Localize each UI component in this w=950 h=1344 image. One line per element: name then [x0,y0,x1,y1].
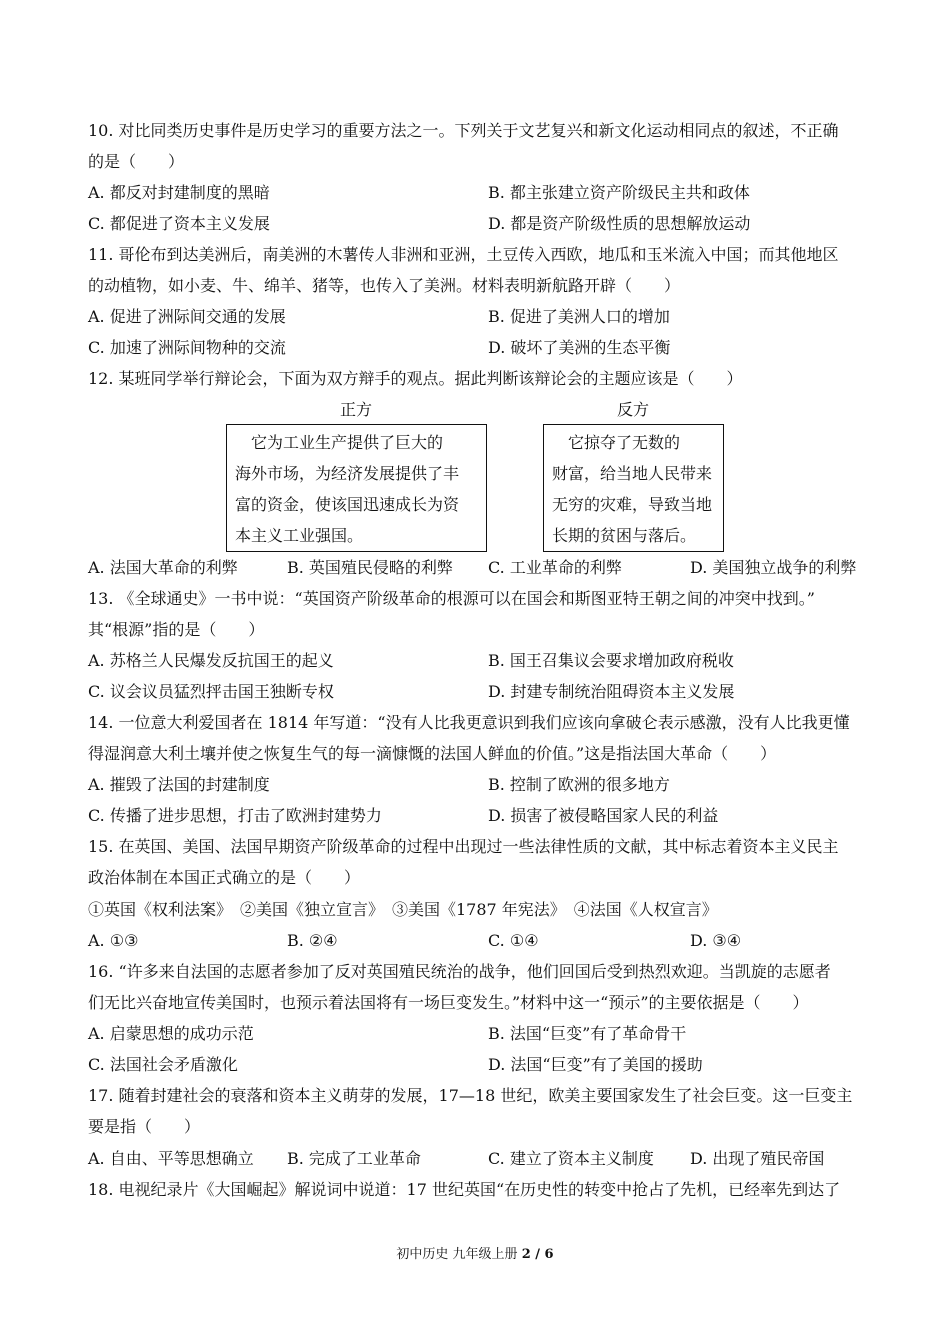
q15-stem-line-2: 政治体制在本国正式确立的是（ ） [88,868,361,887]
q11-option-a: A. 促进了洲际间交通的发展 [88,307,286,326]
q13-option-c: C. 议会议员猛烈抨击国王独断专权 [88,682,334,701]
q13-option-b: B. 国王召集议会要求增加政府税收 [488,651,734,670]
pro-argument-box [226,424,487,552]
q14-stem-line-1: 14. 一位意大利爱国者在 1814 年写道：“没有人比我更意识到我们应该向拿破仑表示感激，没有人比我更懂 [88,713,850,732]
q13-option-a: A. 苏格兰人民爆发反抗国王的起义 [88,651,334,670]
q16-option-d: D. 法国“巨变”有了美国的援助 [488,1055,703,1074]
q17-option-c: C. 建立了资本主义制度 [488,1149,654,1168]
q16-stem-line-1: 16. “许多来自法国的志愿者参加了反对英国殖民统治的战争，他们回国后受到热烈欢迎。当凯旋的志愿者 [88,962,831,981]
q12-option-d: D. 美国独立战争的利弊 [690,558,857,577]
q17-option-b: B. 完成了工业革命 [287,1149,421,1168]
q11-stem-line-1: 11. 哥伦布到达美洲后，南美洲的木薯传人非洲和亚洲，土豆传入西欧，地瓜和玉米流入中国；而其他地区 [88,245,839,264]
q10-option-b: B. 都主张建立资产阶级民主共和政体 [488,183,750,202]
con-argument-line: 它掠夺了无数的 [552,433,681,452]
q17-stem-line-1: 17. 随着封建社会的衰落和资本主义萌芽的发展，17—18 世纪，欧美主要国家发生了社会巨变。这一巨变主 [88,1086,853,1105]
q14-stem-line-2: 得湿润意大利土壤并使之恢复生气的每一滴慷慨的法国人鲜血的价值。”这是指法国大革命（ ） [88,744,777,763]
con-argument-line: 财富，给当地人民带来 [552,464,713,483]
q11-option-b: B. 促进了美洲人口的增加 [488,307,670,326]
q12-option-b: B. 英国殖民侵略的利弊 [287,558,453,577]
con-argument-line: 长期的贫困与落后。 [552,526,697,545]
q10-option-d: D. 都是资产阶级性质的思想解放运动 [488,214,751,233]
q15-option-d: D. ③④ [690,931,742,950]
page-number: 2 / 6 [521,1247,554,1262]
pro-argument-line: 富的资金，使该国迅速成长为资 [235,495,460,514]
con-argument-line: 无穷的灾难，导致当地 [552,495,713,514]
pro-argument-line: 海外市场，为经济发展提供了丰 [235,464,460,483]
q15-option-c: C. ①④ [488,931,539,950]
q17-option-d: D. 出现了殖民帝国 [690,1149,825,1168]
q10-option-c: C. 都促进了资本主义发展 [88,214,270,233]
q10-option-a: A. 都反对封建制度的黑暗 [88,183,270,202]
q11-stem-line-2: 的动植物，如小麦、牛、绵羊、猪等，也传入了美洲。材料表明新航路开辟（ ） [88,276,681,295]
q15-option-a: A. ①③ [88,931,139,950]
pro-argument-line: 它为工业生产提供了巨大的 [235,433,444,452]
q16-option-b: B. 法国“巨变”有了革命骨干 [488,1024,687,1043]
q12-option-c: C. 工业革命的利弊 [488,558,622,577]
q16-stem-line-2: 们无比兴奋地宣传美国时，也预示着法国将有一场巨变发生。”材料中这一“预示”的主要依据是（ ） [88,993,809,1012]
q13-stem-line-1: 13. 《全球通史》一书中说：“英国资产阶级革命的根源可以在国会和斯图亚特王朝之间的冲突中找到。” [88,589,815,608]
footer-course: 初中历史 九年级上册 [396,1247,518,1262]
q13-stem-line-2: 其“根源”指的是（ ） [88,620,265,639]
q11-option-c: C. 加速了洲际间物种的交流 [88,338,286,357]
q14-option-a: A. 摧毁了法国的封建制度 [88,775,270,794]
q17-stem-line-2: 要是指（ ） [88,1117,201,1136]
q18-stem-line-1: 18. 电视纪录片《大国崛起》解说词中说道：17 世纪英国“在历史性的转变中抢占了先机，已经率先到达了 [88,1180,841,1199]
q13-option-d: D. 封建专制统治阻碍资本主义发展 [488,682,735,701]
pro-argument-line: 本主义工业强国。 [235,526,364,545]
pro-side-label: 正方 [340,400,373,419]
con-side-label: 反方 [617,400,650,419]
q14-option-b: B. 控制了欧洲的很多地方 [488,775,670,794]
q17-option-a: A. 自由、平等思想确立 [88,1149,254,1168]
q12-option-a: A. 法国大革命的利弊 [88,558,238,577]
q12-stem-line-1: 12. 某班同学举行辩论会，下面为双方辩手的观点。据此判断该辩论会的主题应该是（ ） [88,369,743,388]
con-argument-box [543,424,724,552]
q16-option-c: C. 法国社会矛盾激化 [88,1055,238,1074]
q15-stem-line-1: 15. 在英国、美国、法国早期资产阶级革命的过程中出现过一些法律性质的文献，其中标志着资本主义民主 [88,837,839,856]
q15-option-b: B. ②④ [287,931,338,950]
q11-option-d: D. 破坏了美洲的生态平衡 [488,338,671,357]
q14-option-c: C. 传播了进步思想，打击了欧洲封建势力 [88,806,382,825]
q15-document-list: ①英国《权利法案》 ②美国《独立宣言》 ③美国《1787 年宪法》 ④法国《人权宣言》 [88,900,718,919]
q10-stem-line-1: 10. 对比同类历史事件是历史学习的重要方法之一。下列关于文艺复兴和新文化运动相同点的叙述，不正确 [88,121,839,140]
q14-option-d: D. 损害了被侵略国家人民的利益 [488,806,719,825]
q10-stem-line-2: 的是（ ） [88,152,185,171]
q16-option-a: A. 启蒙思想的成功示范 [88,1024,254,1043]
page-footer [0,1246,950,1264]
